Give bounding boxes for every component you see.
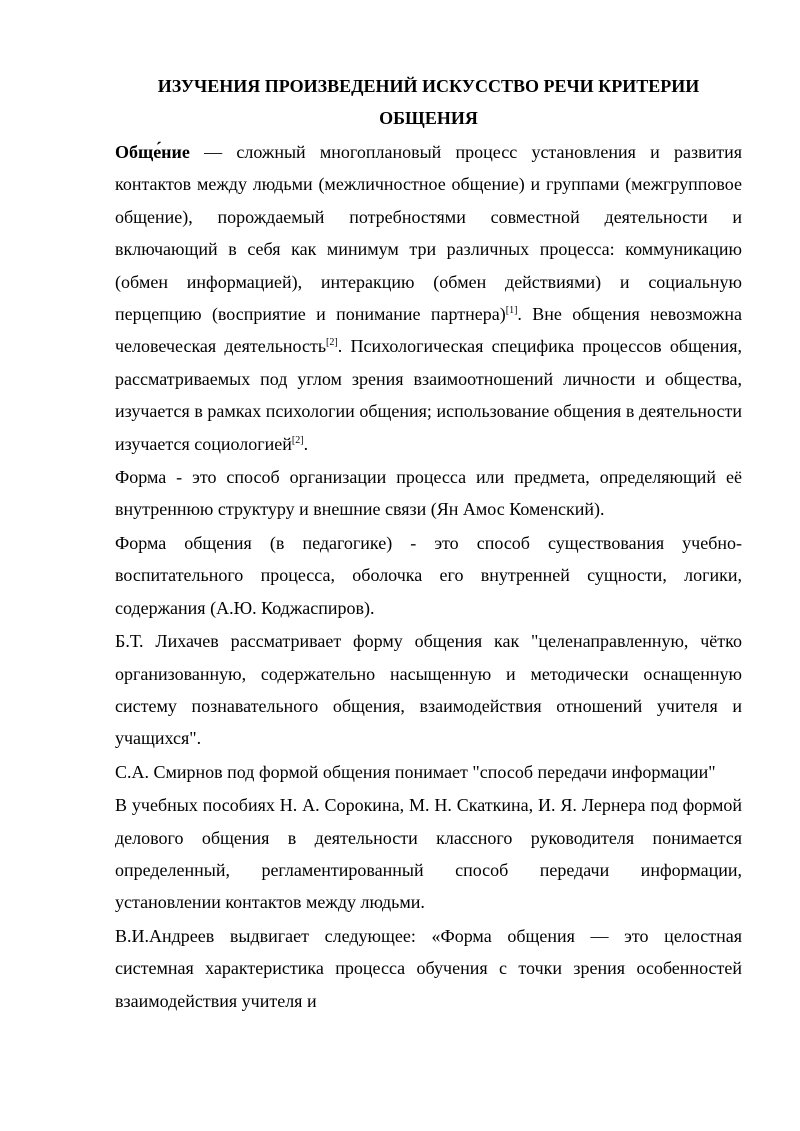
paragraph-form-pedagogy: Форма общения (в педагогике) - это способ существования учебно-воспитательного процесса, оболочка его внутренней сущности, логики, содержания (А.Ю. Коджаспиров). xyxy=(115,532,742,618)
paragraph-text: . Психологическая специфика процессов общения, рассматриваемых под углом зрения взаимоотношений личности и общества, изучается в рамках психологии общения; использование общения в деятельности изучается социологией xyxy=(115,336,742,454)
paragraph-smirnov: С.А. Смирнов под формой общения понимает "способ передачи информации" xyxy=(115,761,716,782)
term-communication: Обще́ние xyxy=(115,142,190,162)
paragraph-text: — сложный многоплановый процесс установления и развития контактов между людьми (межличностное общение) и группами (межгрупповое общение), порождаемый потребностями совместной деятельности и включающий в себя как минимум три различных процесса: коммуникацию (обмен информацией), интеракцию (обмен действиями) и социальную перцепцию (восприятие и понимание партнера) xyxy=(115,142,742,325)
paragraph-andreev: В.И.Андреев выдвигает следующее: «Форма общения — это целостная системная характеристика процесса обучения с точки зрения особенностей взаимодействия учителя и xyxy=(115,925,742,1011)
paragraph-textbooks: В учебных пособиях Н. А. Сорокина, М. Н. Скаткина, И. Я. Лернера под формой делового общения в деятельности классного руководителя понимается определенный, регламентированный способ передачи информации, установлении контактов между людьми. xyxy=(115,795,742,913)
paragraph-text: . Вне общения невозможна человеческая деятельность xyxy=(115,304,742,357)
footnote-ref[interactable]: [2] xyxy=(326,337,338,349)
footnote-ref[interactable]: [2] xyxy=(291,434,304,446)
footnote-ref[interactable]: [1] xyxy=(505,305,518,317)
paragraph-form-definition: Форма - это способ организации процесса или предмета, определяющий её внутреннюю структуру и внешние связи (Ян Амос Коменский). xyxy=(115,467,742,520)
document-title: ИЗУЧЕНИЯ ПРОИЗВЕДЕНИЙ ИСКУССТВО РЕЧИ КРИТЕРИИ ОБЩЕНИЯ xyxy=(157,76,700,128)
paragraph-communication-definition xyxy=(115,136,742,460)
document-page xyxy=(115,70,742,1018)
paragraph-text: . xyxy=(303,433,309,454)
paragraph-likhachev: Б.Т. Лихачев рассматривает форму общения как "целенаправленную, чётко организованную, содержательно насыщенную и методически оснащенную систему познавательного общения, взаимодействия отношений учителя и учащихся". xyxy=(115,631,742,749)
